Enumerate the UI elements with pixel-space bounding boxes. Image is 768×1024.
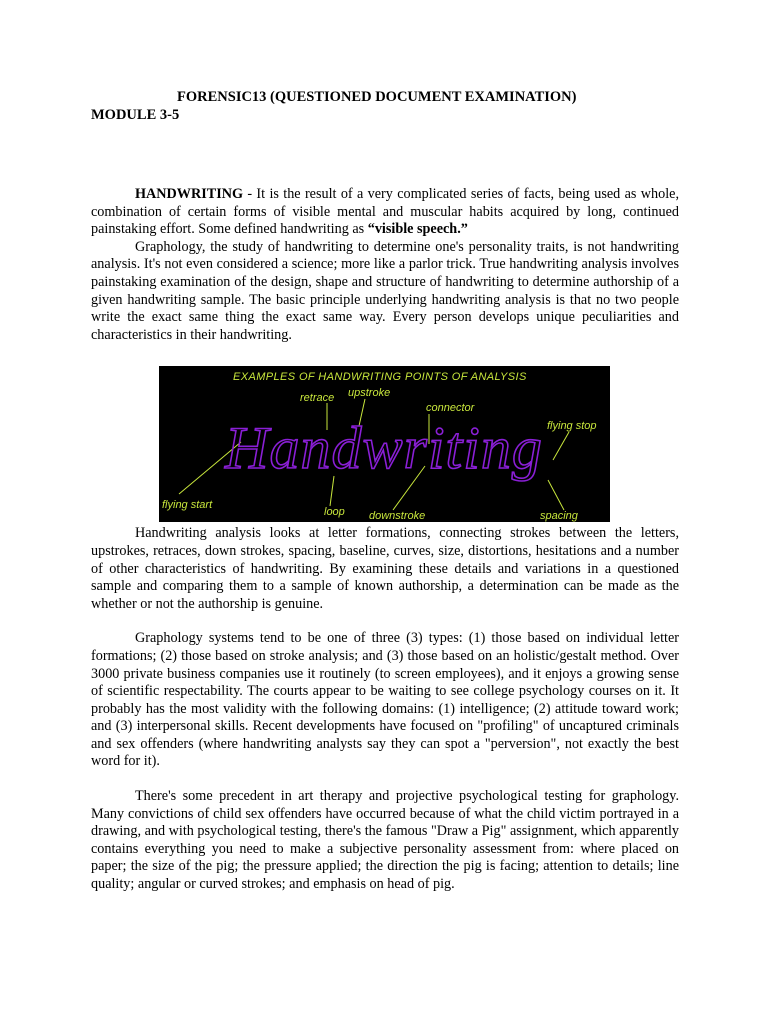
paragraph-art-therapy: There's some precedent in art therapy and projective psychological testing for graphology. Many convictions of child sex offenders have occurred because of what the child victim portrayed in a drawing, and with psychological testing, there's the famous "Draw a Pig" assignment, which apparently contains everything you need to make a subjective personality assessment from: where placed on paper; the size of the pig; the pressure applied; the direction the pig is facing; attention to details; line quality; angular or curved strokes; and emphasis on head of pig. xyxy=(91,788,679,893)
label-downstroke: downstroke xyxy=(369,510,426,522)
label-flying-stop: flying stop xyxy=(547,420,597,432)
definition-text: - It is the result of a very complicated series of facts, being used as whole, combination of certain forms of visible mental and muscular habits acquired by long, continued painstaking effort. Some defined handwriting as xyxy=(91,186,679,238)
handwriting-analysis-figure xyxy=(159,366,610,522)
paragraph-graphology-systems: Graphology systems tend to be one of three (3) types: (1) those based on individual letter formations; (2) those based on stroke analysis; and (3) those based on an holistic/gestalt method. Over 3000 private business companies use it routinely (to screen employees), and it enjoys a growing sense of scientific respectability. The courts appear to be waiting to see college psychology courses on it. It probably has the most validity with the following domains: (1) intelligence; (2) attitude toward work; and (3) interpersonal skills. Recent developments have focused on "profiling" of uncaptured criminals and sex offenders (where handwriting analysts say they can spot a "perversion", not exactly the best word for it). xyxy=(91,630,679,770)
label-loop: loop xyxy=(324,506,345,518)
visible-speech-quote: “visible speech.” xyxy=(367,221,468,238)
label-spacing: spacing xyxy=(540,510,578,522)
figure-caption: EXAMPLES OF HANDWRITING POINTS OF ANALYSIS xyxy=(233,371,527,383)
term-handwriting: HANDWRITING xyxy=(135,186,243,202)
module-label: MODULE 3-5 xyxy=(91,107,180,123)
label-upstroke: upstroke xyxy=(348,387,391,399)
label-flying-start: flying start xyxy=(162,499,213,511)
paragraph-graphology: Graphology, the study of handwriting to determine one's personality traits, is not handwriting analysis. It's not even considered a science; more like a parlor trick. True handwriting analysis involves painstaking examination of the design, shape and structure of handwriting to determine authorship of a given handwriting sample. The basic principle underlying handwriting analysis is that no two people write the exact same thing the exact same way. Every person develops unique peculiarities and characteristics in their handwriting. xyxy=(91,238,679,343)
label-retrace: retrace xyxy=(300,392,335,404)
label-connector: connector xyxy=(426,402,475,414)
handwriting-script-word: Handwriting xyxy=(225,415,543,481)
paragraph-handwriting-analysis: Handwriting analysis looks at letter formations, connecting strokes between the letters, upstrokes, retraces, down strokes, spacing, baseline, curves, size, distortions, hesitations and a number of other characteristics of handwriting. By examining these details and variations in a questioned sample and comparing them to a sample of known authorship, a determination can be made as the whether or not the authorship is genuine. xyxy=(91,525,679,612)
paragraph-handwriting-definition xyxy=(91,186,679,239)
document-title: FORENSIC13 (QUESTIONED DOCUMENT EXAMINATION) xyxy=(177,89,577,105)
figure-svg xyxy=(159,366,610,522)
